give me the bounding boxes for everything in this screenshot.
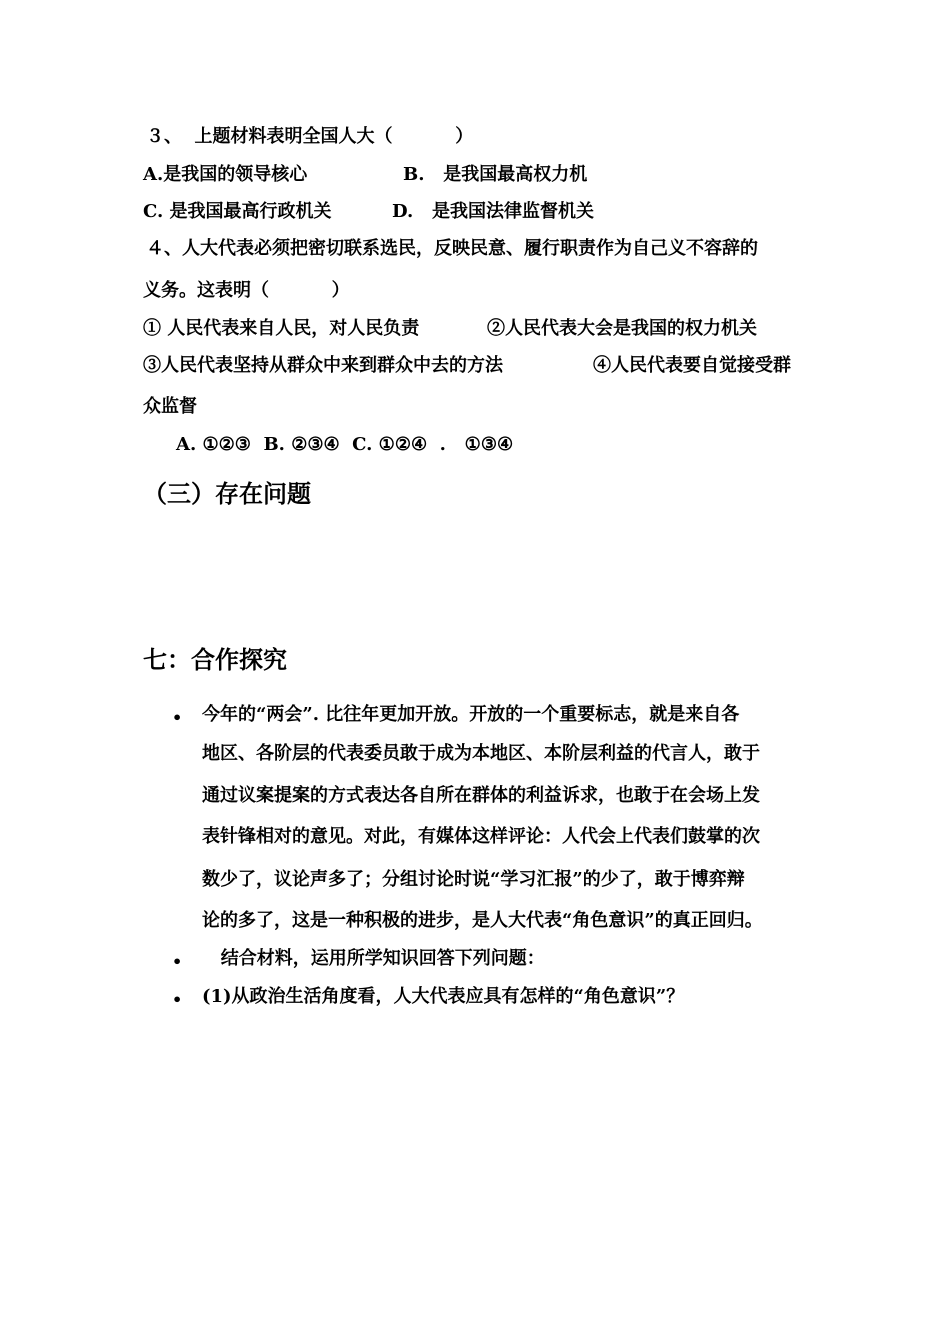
material-line-2: 地区、各阶层的代表委员敢于成为本地区、本阶层利益的代言人，敢于 — [202, 743, 760, 764]
q3-option-a: A.是我国的领导核心 — [143, 164, 308, 185]
q4-answer-options: A. ①②③ B. ②③④ C. ①②④ . ①③④ — [176, 434, 514, 455]
material-line-4: 表针锋相对的意见。对此，有媒体这样评论：人代会上代表们鼓掌的次 — [202, 826, 760, 847]
q3-option-b: B. 是我国最高权力机 — [403, 164, 588, 185]
q3-stem: ３、 上题材料表明全国人大（ ） — [146, 126, 474, 147]
q3-option-d: D. 是我国法律监督机关 — [392, 201, 595, 222]
q4-stem-line2: 义务。这表明（ ） — [143, 280, 350, 301]
bullet-marker: • — [172, 990, 183, 1009]
bullet-marker: • — [172, 952, 183, 971]
instruction-line: 结合材料，运用所学知识回答下列问题： — [202, 948, 545, 969]
material-line-5: 数少了，议论声多了；分组讨论时说“学习汇报”的少了，敢于博弈辩 — [202, 869, 745, 890]
section-heading-cooperative-inquiry: 七：合作探究 — [143, 645, 287, 674]
question-1: (1)从政治生活角度看，人大代表应具有怎样的“角色意识”？ — [202, 986, 685, 1007]
section-heading-problems: （三）存在问题 — [143, 479, 311, 508]
q4-item-4: ④人民代表要自觉接受群 — [593, 355, 791, 376]
material-line-1: 今年的“两会”. 比往年更加开放。开放的一个重要标志，就是来自各 — [202, 704, 740, 725]
bullet-marker: • — [172, 708, 183, 727]
q3-option-c: C. 是我国最高行政机关 — [143, 201, 332, 222]
q4-stem-line1: ４、人大代表必须把密切联系选民，反映民意、履行职责作为自己义不容辞的 — [146, 238, 758, 259]
material-line-6: 论的多了，这是一种积极的进步，是人大代表“角色意识”的真正回归。 — [202, 910, 763, 931]
q4-item-3: ③人民代表坚持从群众中来到群众中去的方法 — [143, 355, 503, 376]
material-line-3: 通过议案提案的方式表达各自所在群体的利益诉求，也敢于在会场上发 — [202, 785, 760, 806]
q4-item-2: ②人民代表大会是我国的权力机关 — [487, 318, 757, 339]
q4-item-1: ① 人民代表来自人民，对人民负责 — [143, 318, 420, 339]
q4-item-4-continued: 众监督 — [143, 396, 197, 417]
